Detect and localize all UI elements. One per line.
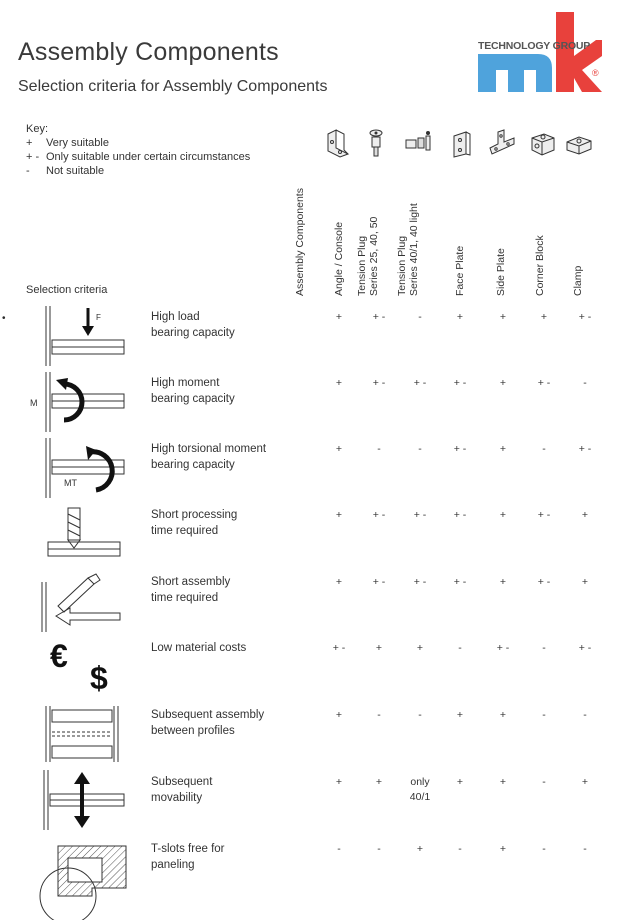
rating-cell: + [499,311,507,323]
side-plate-icon [488,128,516,158]
rating-cell: + - [453,377,467,389]
hex-key-icon [38,572,128,632]
column-header-label: Assembly Components [294,188,306,296]
rating-cell: + [540,311,548,323]
criterion-subsequent-assembly: Subsequent assembly between profiles [151,709,265,737]
rating-cell: + - [496,642,510,654]
rating-cell: + - [453,443,467,455]
criterion-high-load: High load bearing capacity [151,311,235,339]
rating-cell: + [581,509,589,521]
criterion-high-torsional: High torsional moment bearing capacity [151,443,267,471]
mk-logo [478,12,602,94]
tension-plug-icon [362,128,390,158]
selection-criteria-label: Selection criteria [26,284,108,296]
drill-icon [38,506,128,566]
logo-group-text: TECHNOLOGY GROUP [478,40,591,52]
rating-cell: + - [413,576,427,588]
rating-cell: + [416,843,424,855]
rating-cell: - [418,709,422,721]
rating-cell: + [499,443,507,455]
rating-cell: + [335,443,343,455]
euro-icon: € [50,638,68,674]
rating-cell: - [377,443,381,455]
rating-cell: + [335,576,343,588]
key-item [26,150,250,164]
rating-cell: - [458,642,462,654]
rating-cell: + [499,709,507,721]
key-symbol: + - [26,151,40,163]
rating-cell: + - [372,311,386,323]
key-symbol: + [26,137,33,149]
torsion-label: MT [64,478,77,488]
face-plate-icon [448,128,476,158]
rating-cell: + [335,311,343,323]
rating-cell: + - [453,576,467,588]
rating-cell: + - [578,443,592,455]
key-title: Key: [26,123,49,135]
rating-cell: + [499,776,507,788]
rating-cell: + [499,509,507,521]
rating-cell: + - [413,377,427,389]
moment-arrow-icon [30,372,128,432]
rating-cell: + - [578,642,592,654]
rating-cell: + - [537,576,551,588]
mk-logo-graphic [478,12,602,94]
rating-cell: + - [537,509,551,521]
rating-cell: + [581,776,589,788]
column-header-label: Side Plate [495,248,507,296]
rating-cell: - [583,709,587,721]
column-header-label: Corner Block [534,235,546,296]
rating-cell: - [542,443,546,455]
rating-cell: - [583,843,587,855]
page-title: Assembly Components [18,38,279,66]
movability-icon [38,770,128,830]
column-header-label: Clamp [572,265,584,296]
rating-cell: + - [413,509,427,521]
column-header-label: Tension Plug Series 25, 40, 50 [356,216,380,296]
column-header-label: Angle / Console [333,221,345,296]
column-header-label: Face Plate [454,245,466,296]
criterion-tslots-paneling: T-slots free for paneling [151,843,225,871]
rating-cell: - [418,311,422,323]
rating-cell: + [335,377,343,389]
force-label: F [96,313,101,322]
rating-cell: + [581,576,589,588]
criterion-high-moment: High moment bearing capacity [151,377,235,405]
key-item [26,136,250,150]
load-arrow-icon [38,306,128,366]
rating-cell: + - [537,377,551,389]
rating-cell: + [456,776,464,788]
torsion-arrow-icon [38,438,128,498]
rating-cell: + [499,377,507,389]
rating-cell: + - [372,377,386,389]
rating-cell: + - [332,642,346,654]
rating-cell: + [335,709,343,721]
rating-cell: - [377,843,381,855]
key-text: Not suitable [46,165,105,177]
key-text: Very suitable [46,137,109,149]
key-symbol: - [26,165,30,177]
criterion-short-processing: Short processing time required [151,509,238,537]
column-header-label: Tension Plug Series 40/1, 40 light [396,203,420,296]
key-text: Only suitable under certain circumstances [46,151,251,163]
tension-plug-light-icon [404,128,432,158]
rating-cell: + - [372,509,386,521]
registered-mark: ® [592,68,599,78]
dollar-icon: $ [90,660,108,696]
rating-cell: + [416,642,424,654]
moment-label: M [30,398,38,408]
rating-cell: + - [578,311,592,323]
key-legend [26,122,250,178]
rating-cell: + [456,709,464,721]
rating-cell: - [542,642,546,654]
rating-cell: + [375,642,383,654]
rating-cell: + - [372,576,386,588]
criterion-short-assembly: Short assembly time required [151,576,231,604]
rating-cell: + [499,576,507,588]
rating-cell: + [335,776,343,788]
rating-cell: + [456,311,464,323]
rating-cell: - [583,377,587,389]
criterion-subsequent-movability: Subsequent movability [151,776,213,804]
rating-cell: - [458,843,462,855]
key-item [26,164,250,178]
rating-cell: - [418,443,422,455]
rating-cell: - [542,709,546,721]
rating-cell: - [542,776,546,788]
rating-cell: only 40/1 [409,776,431,803]
rating-cell: - [377,709,381,721]
corner-block-icon [528,128,556,158]
rating-cell: - [337,843,341,855]
currency-icon [48,636,128,698]
bullet-mark: • [2,313,6,324]
rating-cell: - [542,843,546,855]
criterion-low-material: Low material costs [151,642,247,654]
tslot-paneling-icon [38,838,128,908]
rating-cell: + - [453,509,467,521]
clamp-icon [565,128,593,158]
rating-cell: + [499,843,507,855]
rating-cell: + [375,776,383,788]
page-subtitle: Selection criteria for Assembly Components [18,78,328,95]
angle-bracket-icon [324,128,352,158]
rating-cell: + [335,509,343,521]
profile-gap-icon [38,704,128,764]
